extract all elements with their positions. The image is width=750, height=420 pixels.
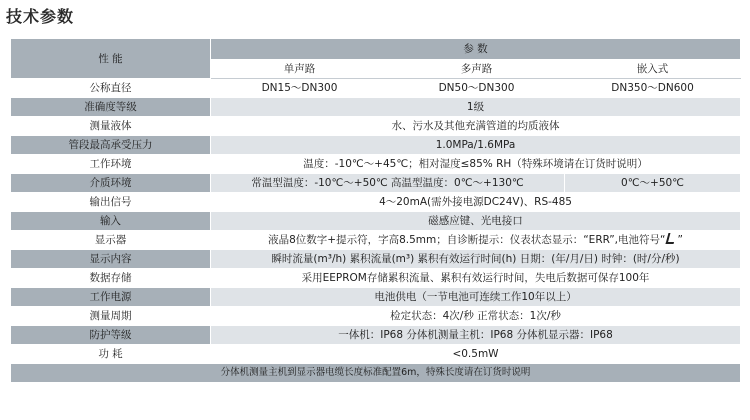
label-output: 输出信号 — [11, 193, 211, 212]
label-medium: 介质环境 — [11, 174, 211, 193]
label-accuracy: 准确度等级 — [11, 98, 211, 117]
subheader-embedded: 嵌入式 — [565, 60, 741, 79]
row-input — [11, 212, 741, 231]
value-liquid: 水、污水及其他充满管道的均质液体 — [211, 117, 741, 136]
label-env: 工作环境 — [11, 155, 211, 174]
row-power — [11, 288, 741, 307]
value-period: 检定状态：4次/秒 正常状态：1次/秒 — [211, 307, 741, 326]
value-env: 温度：-10℃～+45℃；相对湿度≤85% RH（特殊环境请在订货时说明） — [211, 155, 741, 174]
label-storage: 数据存储 — [11, 269, 211, 288]
label-liquid: 测量液体 — [11, 117, 211, 136]
value-diameter-multi: DN50～DN300 — [389, 79, 565, 98]
performance-header: 性 能 — [11, 39, 211, 79]
row-storage — [11, 269, 741, 288]
parameters-header: 参 数 — [211, 39, 741, 60]
value-storage: 采用EEPROM存储累积流量、累积有效运行时间，失电后数据可保存100年 — [211, 269, 741, 288]
footer-note: 分体机测量主机到显示器电缆长度标准配置6m，特殊长度请在订货时说明 — [11, 364, 741, 383]
value-consumption: <0.5mW — [211, 345, 741, 364]
row-env — [11, 155, 741, 174]
battery-symbol-icon — [666, 233, 677, 244]
spec-table — [10, 38, 741, 383]
label-power: 工作电源 — [11, 288, 211, 307]
value-display-end: ” — [677, 234, 683, 246]
row-liquid — [11, 117, 741, 136]
label-input: 输入 — [11, 212, 211, 231]
value-input: 磁感应键、光电接口 — [211, 212, 741, 231]
value-output: 4～20mA(需外接电源DC24V)、RS-485 — [211, 193, 741, 212]
row-protection — [11, 326, 741, 345]
label-protection: 防护等级 — [11, 326, 211, 345]
subheader-multi: 多声路 — [389, 60, 565, 79]
value-accuracy: 1级 — [211, 98, 741, 117]
label-consumption: 功 耗 — [11, 345, 211, 364]
value-medium-left: 常温型温度：-10℃～+50℃ 高温型温度：0℃～+130℃ — [211, 174, 565, 193]
row-period — [11, 307, 741, 326]
value-content: 瞬时流量(m³/h) 累积流量(m³) 累积有效运行时间(h) 日期：(年/月/日) 时钟：(时/分/秒) — [211, 250, 741, 269]
row-consumption — [11, 345, 741, 364]
value-protection: 一体机：IP68 分体机测量主机：IP68 分体机显示器：IP68 — [211, 326, 741, 345]
row-output — [11, 193, 741, 212]
row-display — [11, 231, 741, 250]
label-display: 显示器 — [11, 231, 211, 250]
header-row — [11, 39, 741, 60]
value-pressure: 1.0MPa/1.6MPa — [211, 136, 741, 155]
subheader-single: 单声路 — [211, 60, 389, 79]
value-display-text: 液晶8位数字+提示符，字高8.5mm；自诊断提示：仪表状态显示：“ERR”,电池符号“ — [268, 234, 666, 246]
label-content: 显示内容 — [11, 250, 211, 269]
row-pressure — [11, 136, 741, 155]
row-accuracy — [11, 98, 741, 117]
page-title: 技术参数 — [6, 7, 75, 26]
value-diameter-embedded: DN350～DN600 — [565, 79, 741, 98]
value-medium-right: 0℃～+50℃ — [565, 174, 741, 193]
row-content — [11, 250, 741, 269]
label-pressure: 管段最高承受压力 — [11, 136, 211, 155]
row-footer — [11, 364, 741, 383]
label-diameter: 公称直径 — [11, 79, 211, 98]
row-medium — [11, 174, 741, 193]
value-diameter-single: DN15～DN300 — [211, 79, 389, 98]
label-period: 测量周期 — [11, 307, 211, 326]
value-power: 电池供电（一节电池可连续工作10年以上） — [211, 288, 741, 307]
row-diameter — [11, 79, 741, 98]
value-display — [211, 231, 741, 250]
